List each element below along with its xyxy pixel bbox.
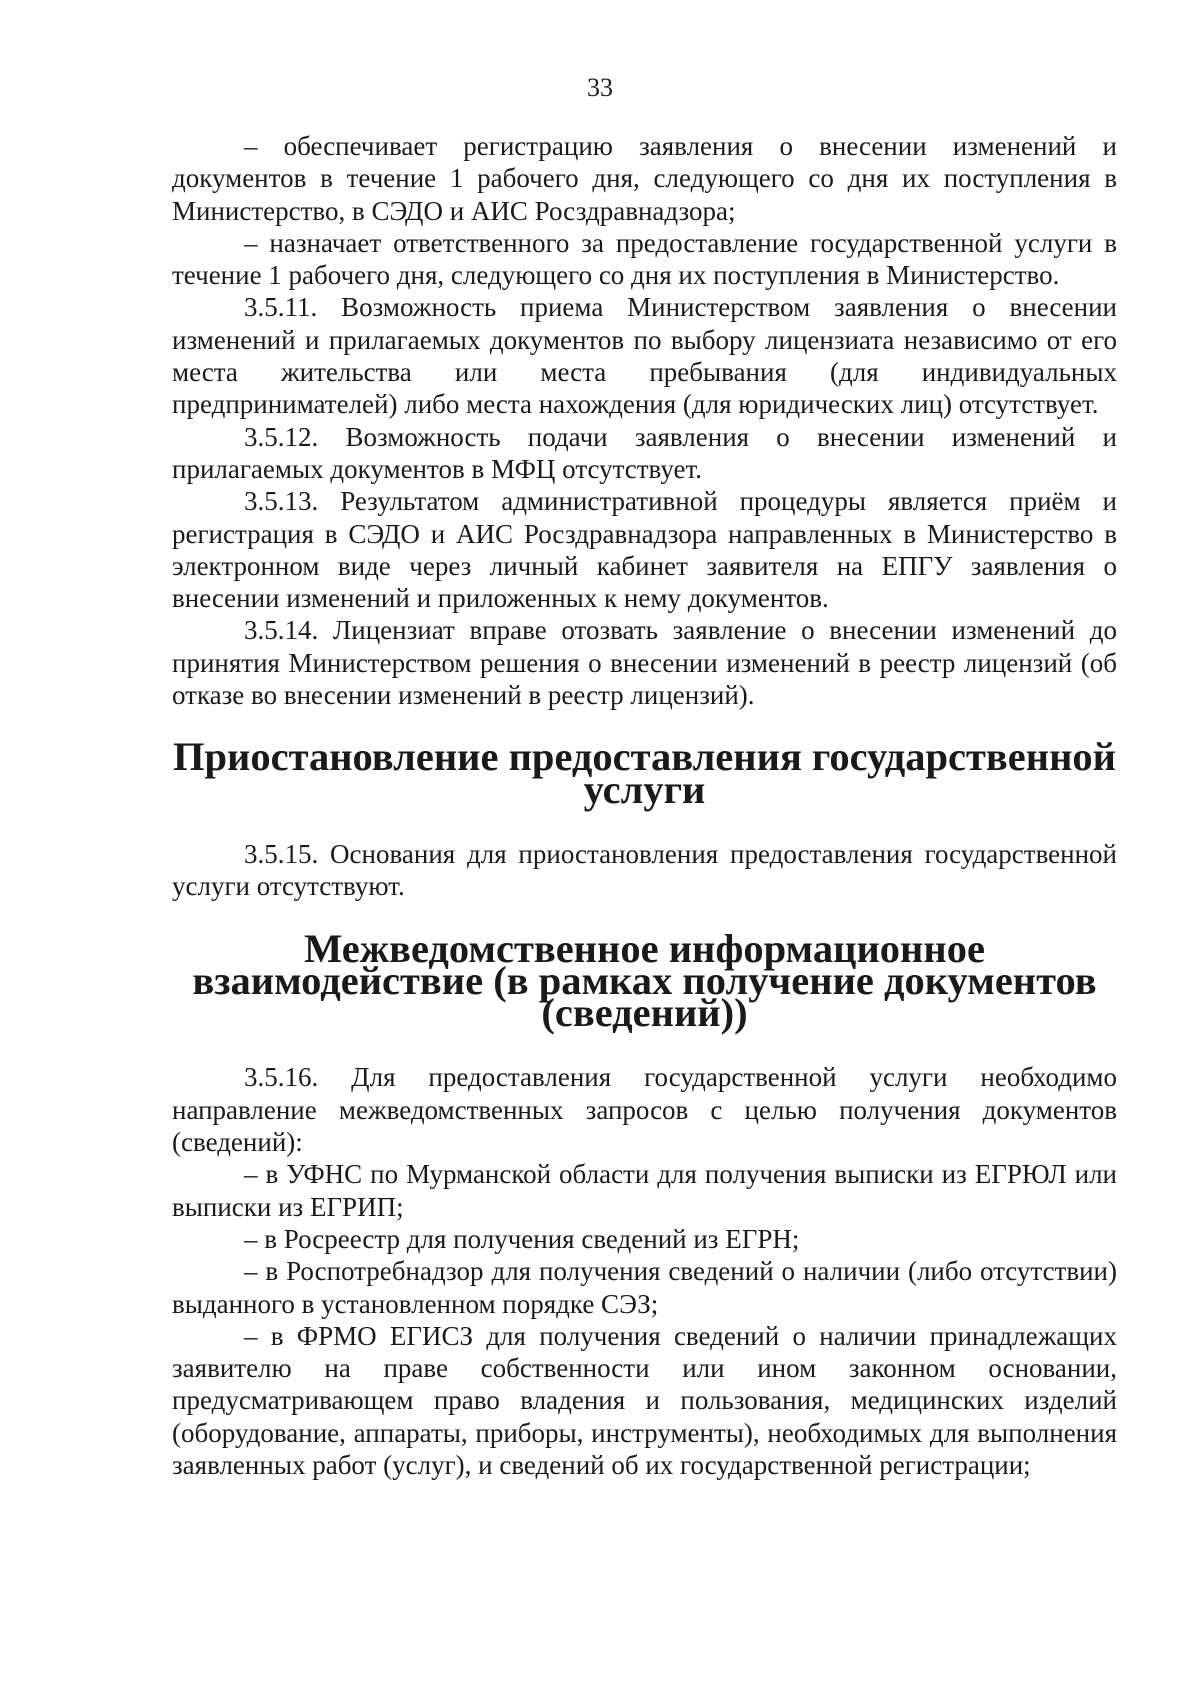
- paragraph-assign-responsible: – назначает ответственного за предоставление государственной услуги в течение 1 рабочего дня, следующего со дня их поступления в Министерство.: [172, 227, 1117, 291]
- page-number: 33: [587, 73, 613, 102]
- document-body: [172, 130, 1117, 1481]
- list-item-ufns: – в УФНС по Мурманской области для получения выписки из ЕГРЮЛ или выписки из ЕГРИП;: [172, 1159, 1117, 1222]
- list-item-frmo-egisz: – в ФРМО ЕГИСЗ для получения сведений о наличии принадлежащих заявителю на праве собственности или ином законном основании, предусматривающем право владения и пользования, медицинских изделий (оборудование, аппараты, приборы, инструменты), необходимых для выполнения заявленных работ (услуг), и сведений об их государственной регистрации;: [172, 1320, 1117, 1480]
- paragraph-3-5-16: 3.5.16. Для предоставления государственной услуги необходимо направление межведомственных запросов с целью получения документов (сведений):: [172, 1062, 1117, 1158]
- section-heading-interagency: Межведомственное информационное взаимодействие (в рамках получение документов (сведений)): [192, 925, 1097, 1036]
- list-item-rospotrebnadzor: – в Роспотребнадзор для получения сведений о наличии (либо отсутствии) выданного в установленном порядке СЭЗ;: [172, 1256, 1117, 1319]
- list-item-rosreestr: – в Росреестр для получения сведений из ЕГРН;: [244, 1223, 800, 1254]
- section-heading-suspension: Приостановление предоставления государственной услуги: [172, 734, 1116, 812]
- paragraph-3-5-12: 3.5.12. Возможность подачи заявления о внесении изменений и прилагаемых документов в МФЦ отсутствует.: [172, 421, 1117, 484]
- paragraph-registration: – обеспечивает регистрацию заявления о внесении изменений и документов в течение 1 рабочего дня, следующего со дня их поступления в Министерство, в СЭДО и АИС Росздравнадзора;: [172, 131, 1117, 226]
- paragraph-3-5-11: 3.5.11. Возможность приема Министерством заявления о внесении изменений и прилагаемых документов по выбору лицензиата независимо от его места жительства или места пребывания (для индивидуальных предпринимателей) либо места нахождения (для юридических лиц) отсутствует.: [172, 292, 1117, 420]
- paragraph-3-5-15: 3.5.15. Основания для приостановления предоставления государственной услуги отсутствуют.: [172, 838, 1117, 902]
- paragraph-3-5-14: 3.5.14. Лицензиат вправе отозвать заявление о внесении изменений до принятия Министерством решения о внесении изменений в реестр лицензий (об отказе во внесении изменений в реестр лицензий).: [172, 615, 1117, 711]
- paragraph-3-5-13: 3.5.13. Результатом административной процедуры является приём и регистрация в СЭДО и АИС Росздравнадзора направленных в Министерство в электронном виде через личный кабинет заявителя на ЕПГУ заявления о внесении изменений и приложенных к нему документов.: [172, 486, 1117, 614]
